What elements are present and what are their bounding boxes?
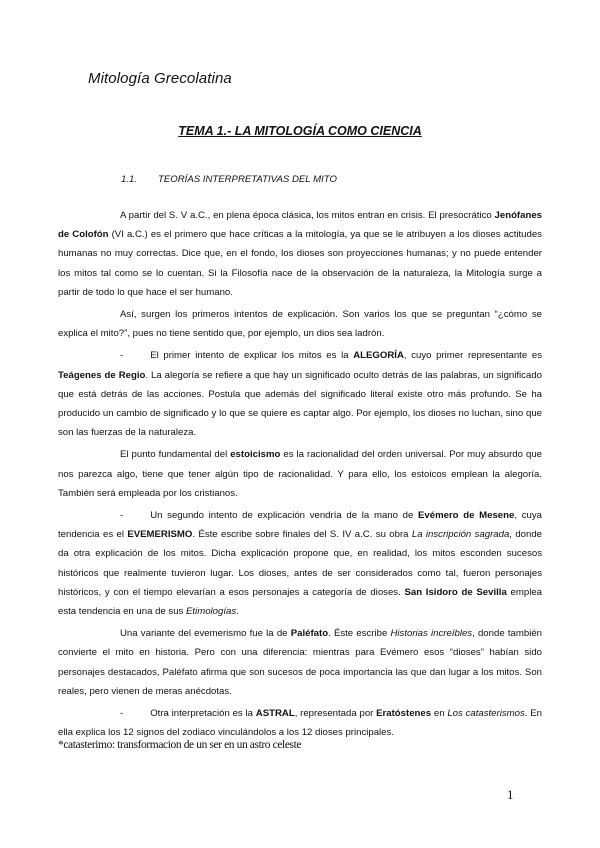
bullet-paragraph: - Un segundo intento de explicación vendría de la mano de Evémero de Mesene, cuya tendencia es el EVEMERISMO. Éste escribe sobre finales del S. IV a.C. su obra La inscripción sagrada, donde da otra explicación de los mitos. Dicha explicación propone que, en realidad, los mitos esconden sucesos históricos que realmente tuvieron lugar. Los dioses, antes de ser considerados como tal, fueron personajes históricos, y con el tiempo elevarían a esos personajes a categoría de dioses. San Isidoro de Sevilla emplea esta tendencia en una de sus Etimologías. (58, 510, 543, 618)
paragraph: Así, surgen los primeros intentos de explicación. Son varios los que se preguntan “¿cómo se explica el mito?”, pues no tiene sentido que, por ejemplo, un dios sea ladrón. (58, 309, 542, 340)
bullet-paragraph: - Otra interpretación es la ASTRAL, representada por Eratóstenes en Los catasterismos. En ella explica los 12 signos del zodiaco vinculándolos a los 12 dioses principales. (58, 708, 542, 739)
paragraph: El punto fundamental del estoicismo es la racionalidad del orden universal. Por muy absurdo que nos parezca algo, tiene que tener algún tipo de racionalidad. Y para ello, los estoicos emplean la alegoría. También será empleada por los cristianos. (58, 449, 542, 499)
paragraph: Una variante del evemerismo fue la de Paléfato. Éste escribe Historias increíbles, donde también convierte el mito en historia. Pero con una diferencia: mientras para Evémero esos “dioses” habían sido personajes destacados, Paléfato afirma que son sucesos de poca importancia las que dan lugar a los mitos. Son reales, pero vienen de meras anécdotas. (58, 628, 542, 697)
bullet-dash: - (120, 510, 124, 522)
section-heading (121, 174, 337, 185)
header-title: Mitología Grecolatina (88, 70, 232, 87)
section-title: TEORÍAS INTERPRETATIVAS DEL MITO (158, 174, 337, 185)
bullet-paragraph: - El primer intento de explicar los mitos es la ALEGORÍA, cuyo primer representante es Teágenes de Regio. La alegoría se refiere a que hay un significado oculto detrás de las palabras, un significado que está detrás de las acciones. Postula que además del significado literal existe otro más profundo. Se ha producido un cambio de significado y lo que se quiere es captar algo. Por ejemplo, los dioses no luchan, sino que son las fuerzas de la naturaleza. (58, 350, 542, 439)
footnote: *catasterimo: transformacion de un ser en un astro celeste (58, 739, 302, 751)
bullet-dash: - (120, 350, 124, 362)
paragraph: A partir del S. V a.C., en plena época clásica, los mitos entran en crisis. El presocrático Jenófanes de Colofón (VI a.C.) es el primero que hace críticas a la mitología, ya que se le atribuyen a los dioses actitudes humanas no muy correctas. Dice que, en el fondo, los dioses son proyecciones humanas; y no puede entender los mitos tal como se lo cuentan. Si la Filosofía nace de la observación de la naturaleza, la Mitología surge a partir de todo lo que hace el ser humano. (58, 210, 542, 298)
page-title: TEMA 1.- LA MITOLOGÍA COMO CIENCIA (178, 124, 422, 138)
bullet-dash: - (120, 708, 124, 720)
page-number: 1 (507, 787, 514, 802)
body-text (58, 206, 542, 742)
section-number: 1.1. (121, 174, 138, 185)
